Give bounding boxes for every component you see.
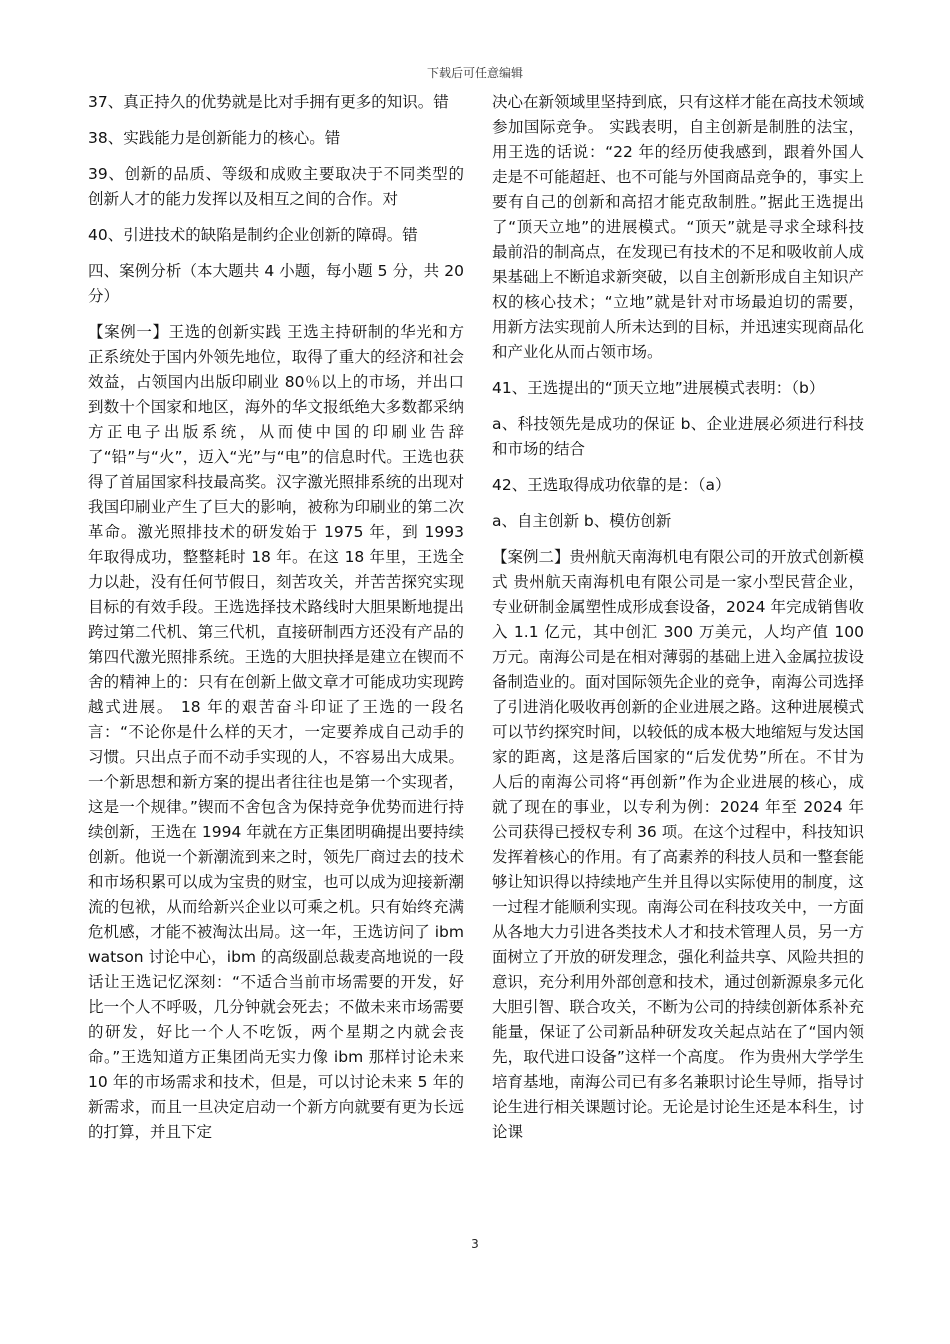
left-column — [88, 90, 464, 1145]
page-header: 下载后可任意编辑 — [426, 66, 523, 80]
case-one-text: 【案例一】王选的创新实践 王选主持研制的华光和方正系统处于国内外领先地位，取得了重大的经济和社会效益，占领国内出版印刷业 80％以上的市场，并出口到数十个国家和地区，海外的华文报纸绝大多数都采纳方正电子出版系统，从而使中国的印刷业告辞了“铅”与“火”，迈入“光”与“电”的信息时代。王选也获得了首届国家科技最高奖。汉字激光照排系统的出现对我国印刷业产生了巨大的影响，被称为印刷业的第二次革命。激光照排技术的研发始于 1975 年，到 1993 年取得成功，整整耗时 18 年。在这 18 年里，王选全力以赴，没有任何节假日，刻苦攻关，并苦苦探究实现目标的有效手段。王选选择技术路线时大胆果断地提出跨过第二代机、第三代机，直接研制西方还没有产品的第四代激光照排系统。王选的大胆抉择是建立在锲而不舍的精神上的：只有在创新上做文章才可能成功实现跨越式进展。 18 年的艰苦奋斗印证了王选的一段名言：“不论你是什么样的天才，一定要养成自己动手的习惯。只出点子而不动手实现的人，不容易出大成果。一个新思想和新方案的提出者往往也是第一个实现者，这是一个规律。”锲而不舍包含为保持竞争优势而进行持续创新，王选在 1994 年就在方正集团明确提出要持续创新。他说一个新潮流到来之时，领先厂商过去的技术和市场积累可以成为宝贵的财宝，也可以成为迎接新潮流的包袱，从而给新兴企业以可乘之机。只有始终充满危机感，才能不被淘汰出局。这一年，王选访问了 ibmwatson 讨论中心，ibm 的高级副总裁麦高地说的一段话让王选记忆深刻：“不适合当前市场需要的开发，好比一个人不呼吸，几分钟就会死去；不做未来市场需要的研发，好比一个人不吃饭，两个星期之内就会丧命。”王选知道方正集团尚无实力像 ibm 那样讨论未来 10 年的市场需求和技术，但是，可以讨论未来 5 年的新需求，而且一旦决定启动一个新方向就要有更为长远的打算，并且下定 — [88, 323, 464, 1141]
item-38: 38、实践能力是创新能力的核心。错 — [88, 129, 341, 147]
question-42-options: a、自主创新 b、模仿创新 — [492, 512, 672, 530]
page-number: 3 — [471, 1237, 479, 1251]
item-40: 40、引进技术的缺陷是制约企业创新的障碍。错 — [88, 226, 418, 244]
section-heading-case-analysis: 四、案例分析（本大题共 4 小题，每小题 5 分，共 20 分） — [88, 262, 464, 305]
item-39: 39、创新的品质、等级和成败主要取决于不同类型的创新人才的能力发挥以及相互之间的合作。对 — [88, 165, 464, 208]
question-42: 42、王选取得成功依靠的是：（a） — [492, 476, 731, 494]
question-41-options: a、科技领先是成功的保证 b、企业进展必须进行科技和市场的结合 — [492, 415, 864, 458]
question-41: 41、王选提出的“顶天立地”进展模式表明：（b） — [492, 379, 825, 397]
case-two-text: 【案例二】贵州航天南海机电有限公司的开放式创新模式 贵州航天南海机电有限公司是一家小型民营企业，专业研制金属塑性成形成套设备，2024 年完成销售收入 1.1 亿元，其中创汇 300 万美元，人均产值 100 万元。南海公司是在相对薄弱的基础上进入金属拉拔设备制造业的。面对国际领先企业的竞争，南海公司选择了引进消化吸收再创新的企业进展之路。这种进展模式可以节约探究时间，以较低的成本极大地缩短与发达国家的距离，这是落后国家的“后发优势”所在。不甘为人后的南海公司将“再创新”作为企业进展的核心，成就了现在的事业，以专利为例：2024 年至 2024 年公司获得已授权专利 36 项。在这个过程中，科技知识发挥着核心的作用。有了高素养的科技人员和一整套能够让知识得以持续地产生并且得以实际使用的制度，这一过程才能顺利实现。南海公司在科技攻关中，一方面从各地大力引进各类技术人才和技术管理人员，另一方面树立了开放的研发理念，强化利益共享、风险共担的意识，充分利用外部创意和技术，通过创新源泉多元化大胆引智、联合攻关，不断为公司的持续创新体系补充能量，保证了公司新品种研发攻关起点站在了“国内领先，取代进口设备”这样一个高度。 作为贵州大学学生培育基地，南海公司已有多名兼职讨论生导师，指导讨论生进行相关课题讨论。无论是讨论生还是本科生，讨论课 — [492, 548, 865, 1141]
item-37: 37、真正持久的优势就是比对手拥有更多的知识。错 — [88, 93, 449, 111]
right-column — [492, 90, 864, 1145]
case-one-continued: 决心在新领域里坚持到底，只有这样才能在高技术领域参加国际竞争。 实践表明，自主创新是制胜的法宝，用王选的话说：“22 年的经历使我感到，跟着外国人走是不可能超赶、也不可能与外国商品竞争的，事实上要有自己的创新和高招才能克敌制胜。”据此王选提出了“顶天立地”的进展模式。“顶天”就是寻求全球科技最前沿的制高点，在发现已有技术的不足和吸收前人成果基础上不断追求新突破，以自主创新形成自主知识产权的核心技术；“立地”就是针对市场最迫切的需要，用新方法实现前人所未达到的目标，并迅速实现商品化和产业化从而占领市场。 — [492, 93, 865, 361]
